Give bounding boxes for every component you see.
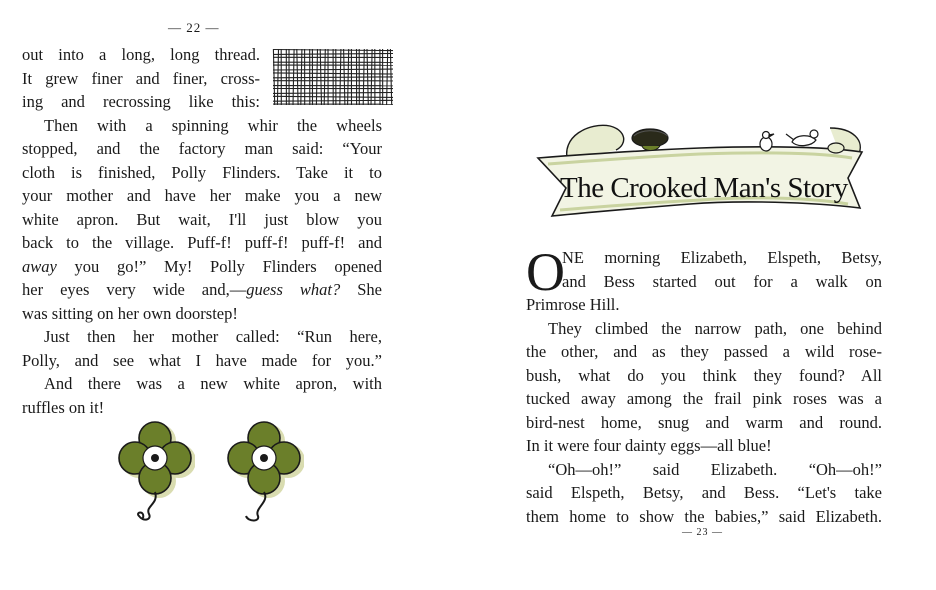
bird-icon [786,130,818,146]
text-line: back to the village. Puff-f! puff-f! puff-f! and [22,233,382,252]
text-line: Then with a spinning whir the wheels [44,115,382,135]
text-line: cloth is finished, Polly Flinders. Take it to [22,162,382,182]
text-fragment: She [357,280,382,299]
text-line: It grew finer and finer, cross- [22,68,260,88]
page-number-22: — 22 — [168,20,220,35]
italic-phrase: guess what? [246,280,341,299]
text-fragment: you go!” My! Polly Flinders opened [74,256,383,276]
text-fragment: her eyes very wide and,— [22,280,247,299]
text-line: And there was a new white apron, with [44,374,382,393]
left-page-text [22,43,382,419]
text-line: them home to show the babies,” said Elizabeth. [526,506,882,526]
text-line: ing and recrossing like this: [22,92,260,111]
text-line: out into a long, long thread. [22,45,260,64]
text-line [22,255,382,279]
text-line: NE morning Elizabeth, Elspeth, Betsy, [562,248,882,267]
right-page-text [526,242,882,528]
page-number-23: — 23 — [682,527,723,538]
text-line: and Bess started out for a walk on [562,271,882,291]
italic-word: away [22,256,57,276]
text-line: They climbed the narrow path, one behind [548,318,882,338]
bird-icon [828,143,844,153]
text-line: Polly, and see what I have made for you.” [22,350,382,370]
text-line: the other, and as they passed a wild rose- [526,342,882,361]
text-line: stopped, and the factory man said: “Your [22,139,382,158]
text-line: “Oh—oh!” said Elizabeth. “Oh—oh!” [548,459,882,479]
text-line: Just then her mother called: “Run here, [44,327,382,346]
text-line: In it were four dainty eggs—all blue! [526,436,772,455]
text-line: tucked away among the frail pink roses was a [526,389,882,408]
bird-nest-icon [632,129,668,151]
right-page [468,0,936,590]
text-line: Primrose Hill. [526,295,620,314]
text-line: white apron. But wait, I'll just blow you [22,209,382,229]
text-line: your mother and have her make you a new [22,186,382,205]
text-line [22,278,382,302]
text-line: was sitting on her own doorstep! [22,303,238,323]
dropcap-letter: O [526,242,565,302]
text-line: bird-nest home, snug and warm and round. [526,412,882,432]
four-leaf-clover-icon [224,418,304,526]
text-line: bush, what do you think they found? All [526,365,882,385]
text-line: said Elspeth, Betsy, and Bess. “Let's take [526,483,882,502]
story-title: The Crooked Man's Story [560,172,848,204]
text-line: ruffles on it! [22,397,105,417]
four-leaf-clover-icon [115,418,195,526]
